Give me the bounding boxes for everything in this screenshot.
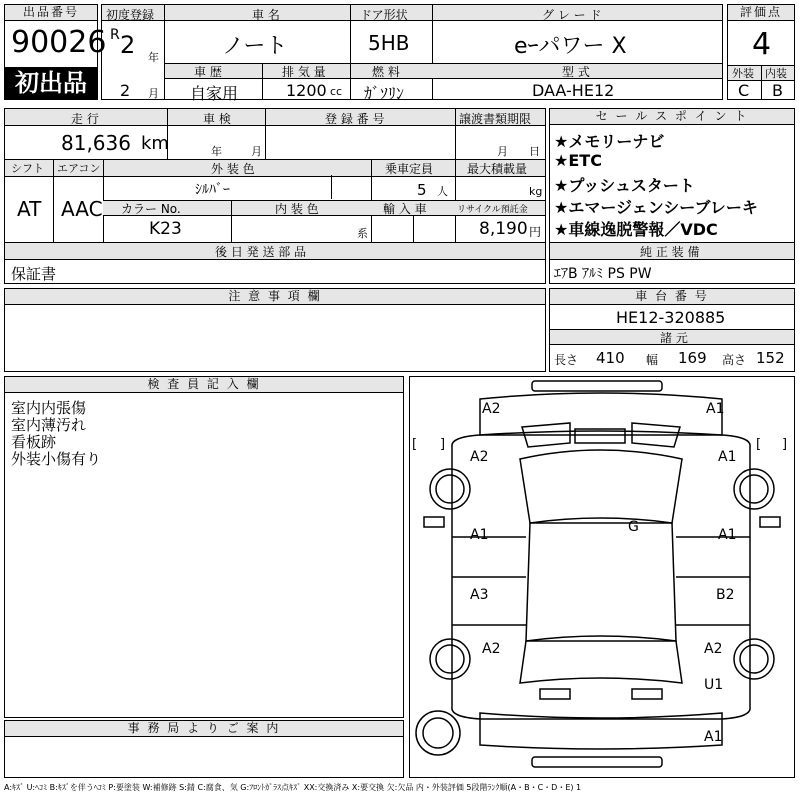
history: 自家用 <box>190 84 239 103</box>
bracket-open: [ <box>756 437 762 452</box>
capacity-label: 乗車定員 <box>385 162 434 176</box>
displacement: 1200 <box>286 81 327 100</box>
first-reg-year: 2 <box>120 31 136 59</box>
inspector-note: 外装小傷有り <box>11 450 102 468</box>
damage-mark: A2 <box>704 641 723 657</box>
score-box <box>727 4 795 100</box>
month-unit: 月 <box>148 87 159 100</box>
header-table <box>101 4 723 103</box>
dims-label: 諸 元 <box>660 331 688 345</box>
model-label: 型 式 <box>562 65 590 79</box>
grade: eｰパワー X <box>514 34 627 59</box>
height: 152 <box>756 349 785 367</box>
damage-mark: G <box>628 519 639 535</box>
legend: A:ｷｽﾞ U:ﾍｺﾐ B:ｷｽﾞを伴うﾍｺﾐ P:要塗装 W:補修跡 S:錆 C:腐食、気 G:ﾌﾛﾝﾄｶﾞﾗｽ点ｷｽﾞ XX:交換済み X:要交換 欠:欠品 内・外装評価 5段階ﾗﾝｸ順(A・B・C・D・E) 1 <box>4 783 582 792</box>
load-unit: kg <box>529 185 543 198</box>
chassis-label: 車 台 番 号 <box>550 289 794 305</box>
door-type: 5HB <box>368 31 410 55</box>
chassis-box <box>549 288 795 372</box>
mileage-label: 走 行 <box>71 112 99 126</box>
score-label: 評価点 <box>728 5 794 21</box>
ac: AAC <box>61 197 103 221</box>
fuel-label: 燃 料 <box>372 65 400 79</box>
capacity-unit: 人 <box>437 185 448 198</box>
grade-label: グ レ ー ド <box>542 8 602 22</box>
transfer-month-unit: 月 <box>497 145 508 158</box>
shift-label: シフト <box>11 162 44 175</box>
damage-mark: A1 <box>706 401 725 417</box>
inspection-month-unit: 月 <box>251 145 262 158</box>
lot-number: 90026 <box>11 25 107 60</box>
equipment: ｴｱB ｱﾙﾐ PS PW <box>554 266 652 282</box>
length: 410 <box>596 349 625 367</box>
load-label: 最大積載量 <box>467 162 528 176</box>
inspector-note: 室内薄汚れ <box>11 416 87 434</box>
import-label: 輸 入 車 <box>383 202 427 216</box>
exterior-grade: C <box>738 81 750 100</box>
bracket-close: ] <box>782 437 788 452</box>
sales-point: ★車線逸脱警報／VDC <box>554 220 718 239</box>
chassis-number: HE12-320885 <box>616 308 726 327</box>
later-parts-label: 後 日 発 送 部 品 <box>215 245 307 259</box>
door-label: ドア形状 <box>360 8 408 22</box>
inspector-note: 室内内張傷 <box>11 399 87 417</box>
notes-box <box>4 288 546 372</box>
sales-label: セ ー ル ス ポ イ ン ト <box>550 109 794 125</box>
interior-color-unit: 系 <box>357 227 368 240</box>
color-no: K23 <box>149 219 182 239</box>
length-label: 長さ <box>554 353 579 367</box>
damage-mark: A1 <box>470 527 489 543</box>
year-unit: 年 <box>148 51 159 64</box>
transfer-label: 譲渡書類期限 <box>459 112 532 126</box>
sales-point: ★メモリーナビ <box>554 132 665 151</box>
damage-mark: A3 <box>470 587 489 603</box>
office-label: 事 務 局 よ り ご 案 内 <box>5 721 403 737</box>
recycle-unit: 円 <box>529 225 542 239</box>
era: R <box>110 27 120 43</box>
inspector-note: 看板跡 <box>11 433 57 451</box>
recycle: 8,190 <box>479 219 528 239</box>
transfer-day-unit: 日 <box>529 145 540 158</box>
width-label: 幅 <box>646 353 659 367</box>
ac-label: エアコン <box>57 162 101 175</box>
displacement-label: 排 気 量 <box>282 65 326 79</box>
history-label: 車 歴 <box>194 65 222 79</box>
displacement-unit: cc <box>330 85 343 98</box>
first-reg-label: 初度登録 <box>106 8 155 22</box>
sales-points-box <box>549 108 795 284</box>
fuel: ｶﾞｿﾘﾝ <box>364 84 405 103</box>
sales-point: ★ETC <box>554 151 602 170</box>
car-name-label: 車 名 <box>252 8 280 22</box>
damage-mark: A2 <box>470 449 489 465</box>
mileage: 81,636 <box>61 131 131 155</box>
capacity: 5 <box>417 181 427 199</box>
sales-point: ★エマージェンシーブレーキ <box>554 198 758 217</box>
exterior-label: 外装 <box>732 67 754 80</box>
damage-mark: A1 <box>718 449 737 465</box>
office-box <box>4 720 404 778</box>
details-table <box>4 108 546 284</box>
inspection-year-unit: 年 <box>211 145 222 158</box>
height-label: 高さ <box>722 353 747 367</box>
lot-label: 出品番号 <box>5 5 97 21</box>
interior-color-label: 内 装 色 <box>275 202 319 216</box>
damage-mark: A1 <box>718 527 737 543</box>
damage-mark: A2 <box>482 641 501 657</box>
car-name: ノート <box>222 34 288 59</box>
notes-label: 注 意 事 項 欄 <box>5 289 545 305</box>
inspection-label: 車 検 <box>203 112 231 126</box>
color: ｼﾙﾊﾞｰ <box>195 182 230 198</box>
registration-label: 登 録 番 号 <box>325 112 385 126</box>
interior-label: 内装 <box>765 67 787 80</box>
first-reg-month: 2 <box>120 81 131 100</box>
car-outline <box>410 377 794 777</box>
width: 169 <box>678 349 707 367</box>
sales-point: ★プッシュスタート <box>554 176 695 195</box>
color-label: 外 装 色 <box>211 162 255 176</box>
bracket-open: [ <box>412 437 418 452</box>
mileage-unit: km <box>141 133 169 154</box>
bracket-close: ] <box>440 437 446 452</box>
damage-mark: U1 <box>704 677 724 693</box>
interior-grade: B <box>772 81 783 100</box>
car-diagram <box>409 376 795 778</box>
damage-mark: A1 <box>704 729 723 745</box>
model: DAA-HE12 <box>532 81 615 100</box>
score: 4 <box>752 27 772 62</box>
damage-mark: B2 <box>716 587 735 603</box>
first-listing-badge: 初出品 <box>5 67 97 99</box>
shift: AT <box>17 197 42 221</box>
color-no-label: カラー No. <box>121 202 181 216</box>
inspector-box <box>4 376 404 718</box>
inspector-label: 検 査 員 記 入 欄 <box>5 377 403 393</box>
damage-mark: A2 <box>482 401 501 417</box>
recycle-label: リサイクル預託金 <box>457 205 528 215</box>
equipment-label: 純 正 装 備 <box>640 245 700 259</box>
lot-box <box>4 4 107 100</box>
later-parts: 保証書 <box>11 265 57 283</box>
